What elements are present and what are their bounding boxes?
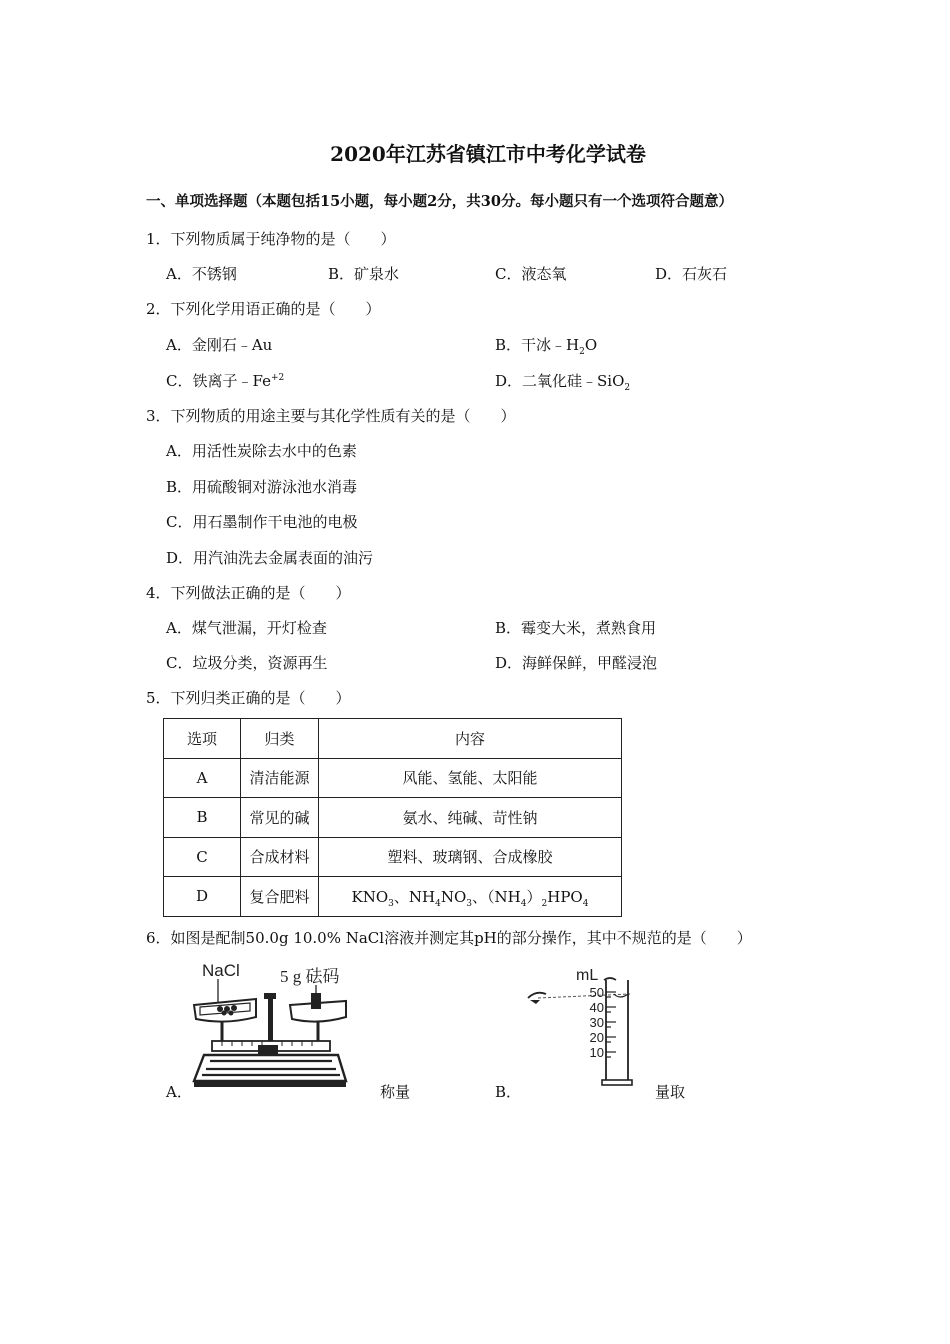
q2-option-a: A．金刚石﹣Au	[166, 336, 273, 354]
q3-option-c: C．用石墨制作干电池的电极	[166, 513, 358, 531]
q6-option-a-label: A．	[166, 1083, 192, 1101]
tick-label: 40	[589, 1000, 604, 1015]
page-title: 2020年江苏省镇江市中考化学试卷	[330, 142, 646, 166]
table-cell-option: D	[164, 877, 241, 917]
q1-option-a: A．不锈钢	[166, 265, 237, 283]
table-row	[164, 798, 622, 838]
q3-option-d: D．用汽油洗去金属表面的油污	[166, 549, 374, 567]
q4-option-b: B．霉变大米，煮熟食用	[495, 619, 657, 637]
table-cell-option: A	[164, 758, 241, 798]
tick-label: 20	[589, 1030, 604, 1045]
table-cell-category: 清洁能源	[241, 758, 319, 798]
question-5-stem: 5．下列归类正确的是（ ）	[146, 689, 351, 707]
unit-label: mL	[576, 967, 599, 984]
section-heading: 一、单项选择题（本题包括15小题，每小题2分，共30分。每小题只有一个选项符合题意）	[146, 193, 733, 210]
question-3-stem: 3．下列物质的用途主要与其化学性质有关的是（ ）	[146, 407, 516, 425]
table-cell-option: B	[164, 798, 241, 838]
q2-option-c: C．铁离子$﹣Fe^{+2}$	[166, 372, 285, 390]
q2-option-d: D．二氧化硅﹣SiO$_2$	[495, 372, 631, 393]
q3-option-b: B．用硫酸铜对游泳池水消毒	[166, 478, 358, 496]
question-1-stem: 1．下列物质属于纯净物的是（ ）	[146, 230, 396, 248]
q2-option-b: B．干冰$﹣H_2O$	[495, 336, 598, 357]
table-cell-category: 常见的碱	[241, 798, 319, 838]
balance-illustration	[186, 955, 366, 1091]
table-cell-option: C	[164, 837, 241, 877]
q6-option-a-caption: 称量	[380, 1083, 411, 1101]
graduated-cylinder-illustration	[524, 960, 644, 1092]
table-row	[164, 758, 622, 798]
nacl-label: NaCl	[202, 961, 240, 980]
table-cell-content: $KNO_3$、$NH_4NO_3$、$(NH_4)_2HPO_4$	[319, 877, 622, 917]
q6-option-b-caption: 量取	[655, 1083, 686, 1101]
question-6-stem: 6．如图是配制50.0g 10.0% NaCl溶液并测定其pH的部分操作，其中不规范的是（ ）	[146, 929, 752, 947]
weight-label: 5 g 砝码	[280, 967, 340, 986]
q4-option-a: A．煤气泄漏，开灯检查	[166, 619, 327, 637]
table-cell-content: 氨水、纯碱、苛性钠	[319, 798, 622, 838]
q5-table	[163, 718, 622, 917]
table-cell-content: 风能、氢能、太阳能	[319, 758, 622, 798]
q1-option-c: C．液态氧	[495, 265, 567, 283]
table-cell-content: 塑料、玻璃钢、合成橡胶	[319, 837, 622, 877]
q4-option-d: D．海鲜保鲜，甲醛浸泡	[495, 654, 658, 672]
table-row	[164, 877, 622, 917]
q6-option-b-label: B．	[495, 1083, 522, 1101]
question-2-stem: 2．下列化学用语正确的是（ ）	[146, 300, 381, 318]
question-4-stem: 4．下列做法正确的是（ ）	[146, 584, 351, 602]
tick-label: 50	[589, 985, 604, 1000]
table-cell-category: 合成材料	[241, 837, 319, 877]
table-header-cell: 选项	[164, 719, 241, 759]
q1-option-b: B．矿泉水	[328, 265, 400, 283]
table-header-cell: 内容	[319, 719, 622, 759]
tick-label: 10	[589, 1045, 604, 1060]
tick-label: 30	[589, 1015, 604, 1030]
table-header-cell: 归类	[241, 719, 319, 759]
table-row	[164, 837, 622, 877]
q3-option-a: A．用活性炭除去水中的色素	[166, 442, 357, 460]
q1-option-d: D．石灰石	[655, 265, 728, 283]
q4-option-c: C．垃圾分类，资源再生	[166, 654, 328, 672]
table-header-row	[164, 719, 622, 759]
table-cell-category: 复合肥料	[241, 877, 319, 917]
